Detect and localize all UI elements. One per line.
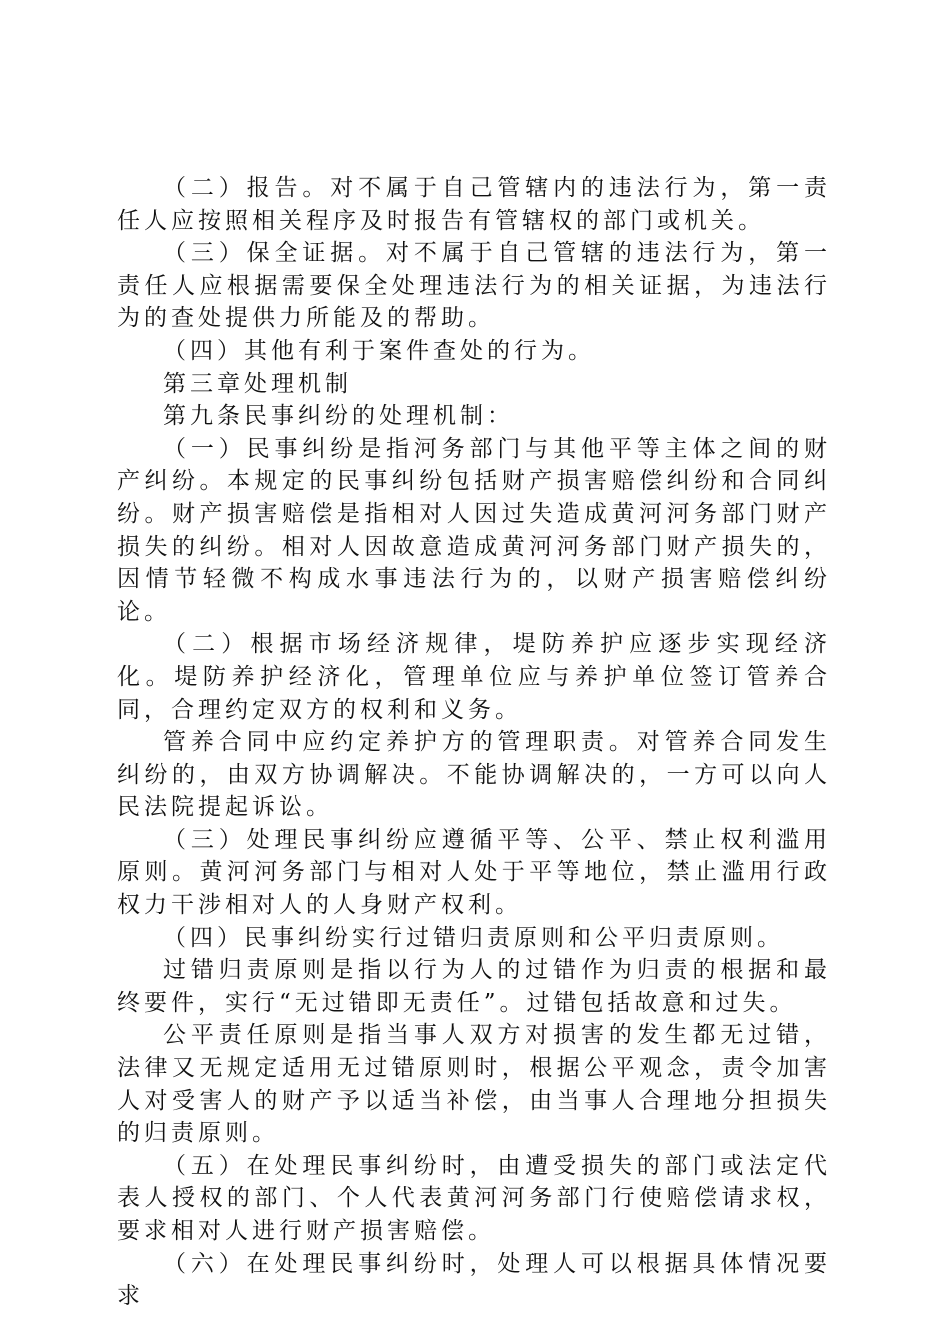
paragraph-handler-requirements: （六）在处理民事纠纷时，处理人可以根据具体情况要求 xyxy=(117,1250,831,1310)
paragraph-liability-principles: （四）民事纠纷实行过错归责原则和公平归责原则。 xyxy=(163,924,784,951)
paragraph-compensation-claim: （五）在处理民事纠纷时，由遭受损失的部门或法定代表人授权的部门、个人代表黄河河务部门行使赔偿请求权，要求相对人进行财产损害赔偿。 xyxy=(117,1152,831,1244)
chapter-heading: 第三章处理机制 xyxy=(163,370,352,397)
paragraph-other-actions: （四）其他有利于案件查处的行为。 xyxy=(163,337,595,364)
paragraph-report: （二）报告。对不属于自己管辖内的违法行为，第一责任人应按照相关程序及时报告有管辖权的部门或机关。 xyxy=(117,175,831,234)
paragraph-maintenance-contract: 管养合同中应约定养护方的管理职责。对管养合同发生纠纷的，由双方协调解决。不能协调解决的，一方可以向人民法院提起诉讼。 xyxy=(117,729,831,821)
document-body xyxy=(117,172,831,1313)
article-heading: 第九条民事纠纷的处理机制： xyxy=(163,403,514,430)
paragraph-civil-dispute-definition: （一）民事纠纷是指河务部门与其他平等主体之间的财产纠纷。本规定的民事纠纷包括财产损害赔偿纠纷和合同纠纷。财产损害赔偿是指相对人因过失造成黄河河务部门财产损失的纠纷。相对人因故意造成黄河河务部门财产损失的，因情节轻微不构成水事违法行为的，以财产损害赔偿纠纷论。 xyxy=(117,435,831,625)
paragraph-fault-liability: 过错归责原则是指以行为人的过错作为归责的根据和最终要件，实行“无过错即无责任”。过错包括故意和过失。 xyxy=(117,957,831,1016)
paragraph-preserve-evidence: （三）保全证据。对不属于自己管辖的违法行为，第一责任人应根据需要保全处理违法行为的相关证据，为违法行为的查处提供力所能及的帮助。 xyxy=(117,240,831,332)
paragraph-market-economy: （二）根据市场经济规律，堤防养护应逐步实现经济化。堤防养护经济化，管理单位应与养护单位签订管养合同，合理约定双方的权利和义务。 xyxy=(117,631,831,723)
paragraph-fair-liability: 公平责任原则是指当事人双方对损害的发生都无过错，法律又无规定适用无过错原则时，根据公平观念，责令加害人对受害人的财产予以适当补偿，由当事人合理地分担损失的归责原则。 xyxy=(117,1022,831,1147)
paragraph-equality-principle: （三）处理民事纠纷应遵循平等、公平、禁止权利滥用原则。黄河河务部门与相对人处于平等地位，禁止滥用行政权力干涉相对人的人身财产权利。 xyxy=(117,826,831,919)
